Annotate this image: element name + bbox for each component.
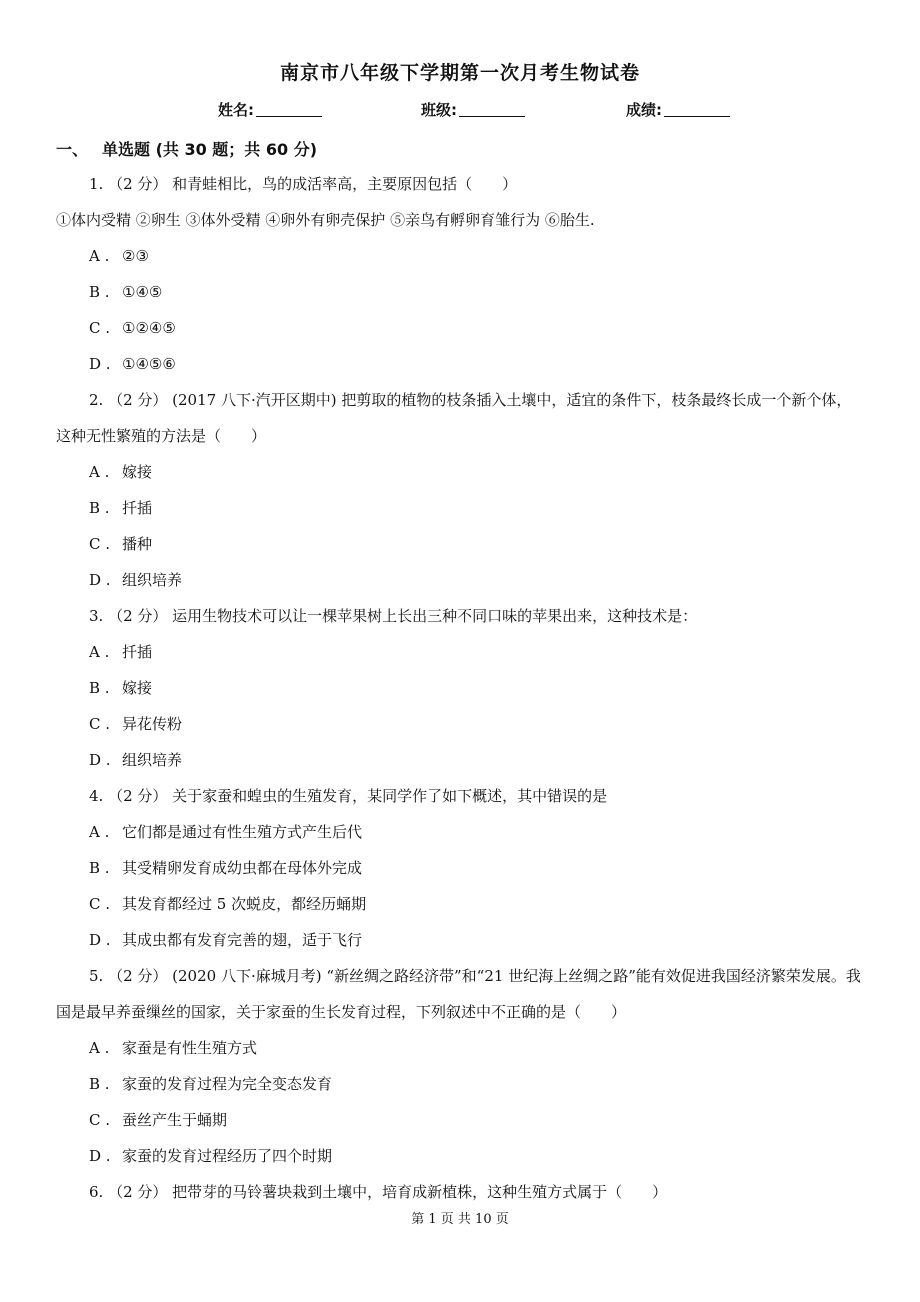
section-heading	[56, 137, 317, 160]
option-text: ②③	[122, 247, 149, 265]
option-text: 其成虫都有发育完善的翅，适于飞行	[122, 931, 363, 949]
question-list	[56, 166, 864, 1210]
class-blank[interactable]	[459, 100, 525, 117]
option-letter: C .	[89, 319, 111, 337]
option-b[interactable]	[56, 850, 864, 886]
option-letter: A .	[89, 1039, 110, 1057]
option-letter: D .	[89, 751, 111, 769]
question-stem: 3. （2 分） 运用生物技术可以让一棵苹果树上长出三种不同口味的苹果出来，这种技术是：	[89, 607, 698, 625]
option-text: 嫁接	[122, 679, 153, 697]
student-info-row	[0, 99, 920, 123]
name-field[interactable]	[218, 99, 322, 120]
option-c[interactable]	[56, 886, 864, 922]
option-text: 其发育都经过 5 次蜕皮，都经历蛹期	[122, 895, 367, 913]
option-letter: D .	[89, 355, 111, 373]
question-stem: 1. （2 分） 和青蛙相比，鸟的成活率高，主要原因包括（ ）	[89, 175, 518, 193]
option-c[interactable]	[56, 1102, 864, 1138]
option-b[interactable]	[56, 1066, 864, 1102]
option-b[interactable]	[56, 274, 864, 310]
option-letter: B .	[89, 283, 110, 301]
option-letter: D .	[89, 931, 111, 949]
option-text: 扦插	[122, 643, 153, 661]
option-letter: C .	[89, 1111, 111, 1129]
option-d[interactable]	[56, 742, 864, 778]
option-letter: B .	[89, 1075, 110, 1093]
option-d[interactable]	[56, 346, 864, 382]
option-letter: C .	[89, 535, 111, 553]
class-field[interactable]	[421, 99, 525, 120]
section-title: 单选题 (共 30 题；共 60 分)	[102, 140, 318, 159]
class-label: 班级:	[421, 101, 457, 119]
score-label: 成绩:	[626, 101, 662, 119]
option-a[interactable]	[56, 634, 864, 670]
option-text: 嫁接	[122, 463, 153, 481]
name-blank[interactable]	[256, 100, 322, 117]
page-footer: 第 1 页 共 10 页	[411, 1212, 509, 1227]
option-letter: A .	[89, 823, 110, 841]
option-b[interactable]	[56, 670, 864, 706]
question-stem: 6. （2 分） 把带芽的马铃薯块栽到土壤中，培育成新植株，这种生殖方式属于（ ）	[89, 1183, 668, 1201]
option-letter: B .	[89, 859, 110, 877]
option-b[interactable]	[56, 490, 864, 526]
option-letter: D .	[89, 571, 111, 589]
option-d[interactable]	[56, 1138, 864, 1174]
option-text: 其受精卵发育成幼虫都在母体外完成	[122, 859, 363, 877]
option-letter: A .	[89, 463, 110, 481]
score-field[interactable]	[626, 99, 730, 120]
option-text: 异花传粉	[122, 715, 183, 733]
option-text: 它们都是通过有性生殖方式产生后代	[122, 823, 363, 841]
option-text: ①②④⑤	[122, 319, 176, 337]
question-stem: 5. （2 分） (2020 八下·麻城月考) “新丝绸之路经济带”和“21 世纪海上丝绸之路”能有效促进我国经济繁荣发展。我国是最早养蚕缫丝的国家，关于家蚕的生长发育过程，下列叙述中不正确的是（ ）	[56, 967, 861, 1021]
option-text: 组织培养	[122, 751, 183, 769]
question-extra: ①体内受精 ②卵生 ③体外受精 ④卵外有卵壳保护 ⑤亲鸟有孵卵育雏行为 ⑥胎生.	[56, 211, 595, 229]
option-text: 家蚕的发育过程为完全变态发育	[122, 1075, 333, 1093]
option-letter: C .	[89, 715, 111, 733]
page-title: 南京市八年级下学期第一次月考生物试卷	[279, 62, 640, 84]
score-blank[interactable]	[664, 100, 730, 117]
option-text: 蚕丝产生于蛹期	[122, 1111, 228, 1129]
option-letter: C .	[89, 895, 111, 913]
option-letter: A .	[89, 643, 110, 661]
option-c[interactable]	[56, 310, 864, 346]
name-label: 姓名:	[218, 101, 254, 119]
option-text: 家蚕是有性生殖方式	[122, 1039, 258, 1057]
option-text: ①④⑤	[122, 283, 163, 301]
option-letter: A .	[89, 247, 110, 265]
option-a[interactable]	[56, 1030, 864, 1066]
option-a[interactable]	[56, 238, 864, 274]
option-c[interactable]	[56, 706, 864, 742]
question-stem: 4. （2 分） 关于家蚕和蝗虫的生殖发育，某同学作了如下概述，其中错误的是	[89, 787, 608, 805]
option-a[interactable]	[56, 454, 864, 490]
question-stem: 2. （2 分） (2017 八下·汽开区期中) 把剪取的植物的枝条插入土壤中，适宜的条件下，枝条最终长成一个新个体，这种无性繁殖的方法是（ ）	[56, 391, 852, 445]
option-letter: B .	[89, 499, 110, 517]
option-text: 扦插	[122, 499, 153, 517]
section-number: 一、	[56, 140, 89, 159]
option-a[interactable]	[56, 814, 864, 850]
option-letter: B .	[89, 679, 110, 697]
option-text: ①④⑤⑥	[122, 355, 176, 373]
option-d[interactable]	[56, 562, 864, 598]
option-c[interactable]	[56, 526, 864, 562]
option-text: 播种	[122, 535, 153, 553]
option-text: 组织培养	[122, 571, 183, 589]
option-d[interactable]	[56, 922, 864, 958]
option-text: 家蚕的发育过程经历了四个时期	[122, 1147, 333, 1165]
option-letter: D .	[89, 1147, 111, 1165]
